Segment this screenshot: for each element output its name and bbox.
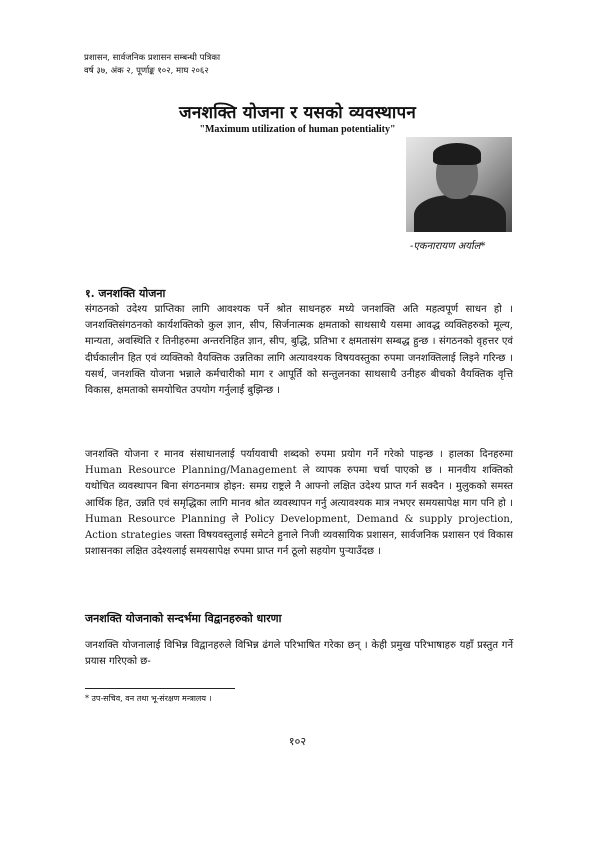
photo-shoulders [414,195,506,232]
footnote: * उप-सचिव, वन तथा भू-संरक्षण मन्त्रालय । [85,694,212,703]
section-heading-manpower-planning: १. जनशक्ति योजना [85,287,166,300]
page-number: १०२ [288,735,307,748]
journal-issue: वर्ष ३७, अंक २, पूर्णाङ्क १०२, माघ २०६२ [84,66,209,76]
article-subtitle: "Maximum utilization of human potentiality" [199,124,396,135]
paragraph-1: संगठनको उदेश्य प्राप्तिका लागि आवश्यक पर्ने श्रोत साधनहरु मध्ये जनशक्ति अति महत्वपूर्ण साधन हो । जनशक्तिसंगठनको कार्यशक्तिको कुल ज्ञान, सीप, सिर्जनात्मक क्षमताको साथसाथै यसमा आवद्ध व्यक्तिहरुको मूल्य, मान्यता, अवस्थिति र तिनीहरुमा अन्तरनिहित ज्ञान, सीप, बुद्धि, प्रतिभा र क्षमतासंग सम्बद्ध हुन्छ । संगठनको वृहत्तर एवं दीर्घकालीन हित एवं व्यक्तिको वैयक्तिक उन्नतिका लागि अत्यावश्यक विषयवस्तुका रुपमा जनशक्तिलाई लिइने गरिन्छ । यसर्थ, जनशक्ति योजना भन्नाले कर्मचारीको माग र आपूर्ति को सन्तुलनका साथसाथै उनीहरु बीचको वैयक्तिक वृत्ति विकास, क्षमताको समयोचित उपयोग गर्नुलाई बुझिन्छ । [85,304,513,397]
author-name: -एकनारायण अर्याल* [410,241,486,252]
paragraph-2: जनशक्ति योजना र मानव संसाधानलाई पर्यायवाची शब्दको रुपमा प्रयोग गर्ने गरेको पाइन्छ । हालका दिनहरुमा Human Resource Planning/Management ले व्यापक रुपमा चर्चा पाएको छ । मानवीय शक्तिको यथोचित व्यवस्थापन बिना संगठनमात्र होइन: समग्र राष्ट्रले नै आफ्नो लक्षित उदेश्य प्राप्त गर्न सक्दैन । मुलुकको समस्त आर्थिक हित, उन्नति एवं समृद्धिका लागि मानव श्रोत व्यवस्थापन गर्नु अत्यावश्यक मात्र नभएर समयसापेक्ष माग पनि हो । Human Resource Planning ले Policy Development, Demand & supply projection, Action strategies जस्ता विषयवस्तुलाई समेटने हुनाले निजी व्यवसायिक प्रशासन, सार्वजनिक प्रशासन एवं विकास प्रशासनका लक्षित उदेश्यलाई समयसापेक्ष रुपमा प्राप्त गर्न ठूलो सहयोग पुऱ्याउँदछ । [85,449,513,558]
photo-hair [433,143,481,165]
journal-name: प्रशासन, सार्वजनिक प्रशासन सम्बन्धी पत्रिका [84,53,221,63]
article-title: जनशक्ति योजना र यसको व्यवस्थापन [179,103,416,123]
author-photo [406,137,512,232]
paragraph-3: जनशक्ति योजनालाई विभिन्न विद्वानहरुले विभिन्न ढंगले परिभाषित गरेका छन् । केही प्रमुख परिभाषाहरु यहाँ प्रस्तुत गर्ने प्रयास गरिएको छ- [85,640,513,668]
footnote-divider [85,688,235,689]
section-heading-scholars-views: जनशक्ति योजनाको सन्दर्भमा विद्वानहरुको धारणा [85,612,282,625]
journal-header [84,52,220,78]
